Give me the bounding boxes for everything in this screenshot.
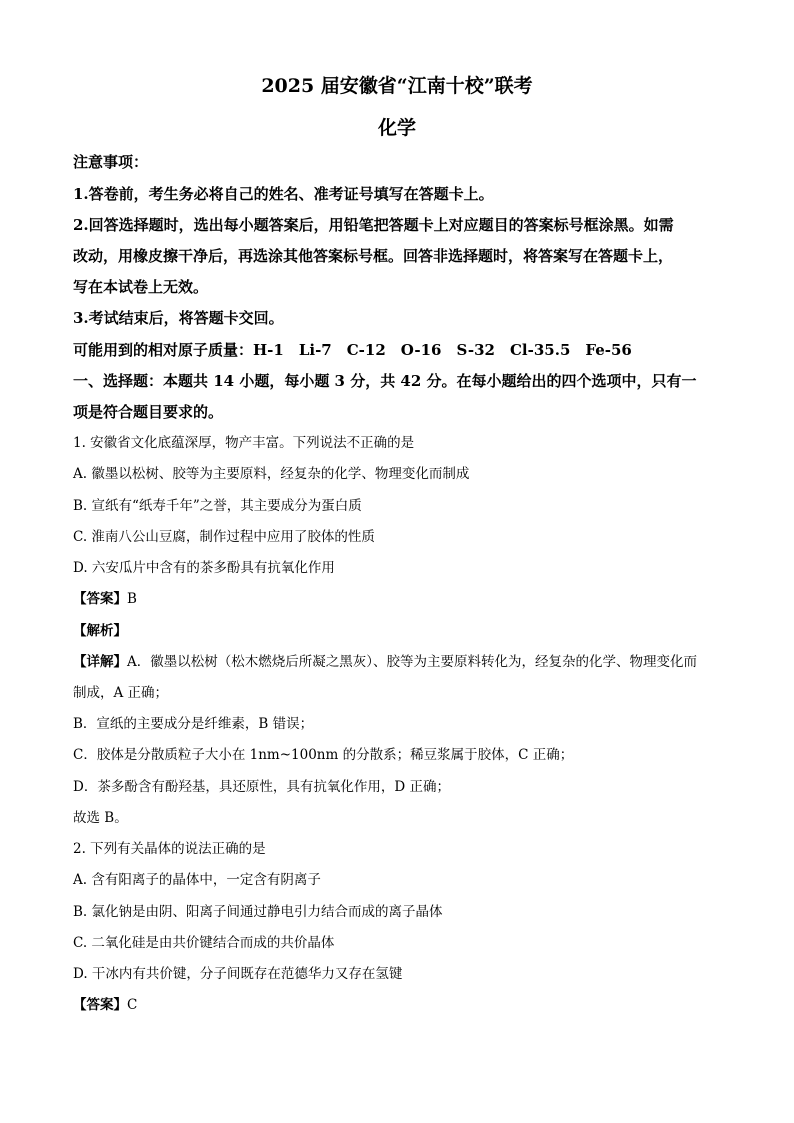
- analysis-tag: 【解析】: [73, 623, 127, 639]
- section-heading: 一、选择题：本题共 14 小题，每小题 3 分，共 42 分。在每小题给出的四个选项中，只有一: [73, 372, 697, 390]
- answer-tag: 【答案】: [73, 997, 127, 1013]
- question-option: B. 宣纸有“纸寿千年”之誉，其主要成分为蛋白质: [73, 498, 362, 514]
- question-stem: 1. 安徽省文化底蕴深厚，物产丰富。下列说法不正确的是: [73, 435, 415, 451]
- detail-text: 故选 B。: [73, 810, 128, 826]
- answer-line: [73, 993, 733, 1013]
- notice-item: 1.答卷前，考生务必将自己的姓名、准考证号填写在答题卡上。: [73, 185, 494, 203]
- question-option: D. 六安瓜片中含有的茶多酚具有抗氧化作用: [73, 560, 335, 576]
- question-option: C. 淮南八公山豆腐，制作过程中应用了胶体的性质: [73, 529, 375, 545]
- answer-line: [73, 587, 733, 607]
- notice-item: 改动，用橡皮擦干净后，再选涂其他答案标号框。回答非选择题时，将答案写在答题卡上，: [73, 247, 674, 265]
- question-option: A. 含有阳离子的晶体中，一定含有阴离子: [73, 872, 321, 888]
- exam-title: 2025 届安徽省“江南十校”联考: [261, 75, 533, 97]
- answer-tag: 【答案】: [73, 591, 127, 607]
- detail-text: D．茶多酚含有酚羟基，具还原性，具有抗氧化作用，D 正确；: [73, 779, 450, 795]
- detail-text: A．徽墨以松树（松木燃烧后所凝之黑灰）、胶等为主要原料转化为，经复杂的化学、物理变化而: [127, 654, 697, 670]
- answer-value: C: [127, 997, 138, 1013]
- notice-item: 写在本试卷上无效。: [73, 278, 209, 296]
- detail-text: C．胶体是分散质粒子大小在 1nm~100nm 的分散系；稀豆浆属于胶体，C 正确；: [73, 747, 574, 763]
- subject-title: 化学: [377, 117, 416, 139]
- question-option: B. 氯化钠是由阴、阳离子间通过静电引力结合而成的离子晶体: [73, 904, 443, 920]
- notice-item: 3.考试结束后，将答题卡交回。: [73, 309, 284, 327]
- notice-heading: 注意事项：: [73, 153, 149, 171]
- question-option: C. 二氧化硅是由共价键结合而成的共价晶体: [73, 935, 335, 951]
- detail-text: 制成，A 正确；: [73, 685, 169, 701]
- question-option: D. 干冰内有共价键，分子间既存在范德华力又存在氢键: [73, 966, 403, 982]
- notice-item: 2.回答选择题时，选出每小题答案后，用铅笔把答题卡上对应题目的答案标号框涂黑。如需: [73, 216, 674, 234]
- question-stem: 2. 下列有关晶体的说法正确的是: [73, 841, 266, 857]
- detail-text: B．宣纸的主要成分是纤维素，B 错误；: [73, 716, 314, 732]
- analysis-line: [73, 619, 733, 639]
- section-heading-cont: 项是符合题目要求的。: [73, 403, 224, 421]
- detail-tag: 【详解】: [73, 654, 127, 670]
- detail-line: [73, 650, 733, 670]
- question-option: A. 徽墨以松树、胶等为主要原料，经复杂的化学、物理变化而制成: [73, 466, 470, 482]
- answer-value: B: [127, 591, 137, 607]
- atomic-mass-line: 可能用到的相对原子质量：H-1 Li-7 C-12 O-16 S-32 Cl-35.5 Fe-56: [73, 341, 632, 359]
